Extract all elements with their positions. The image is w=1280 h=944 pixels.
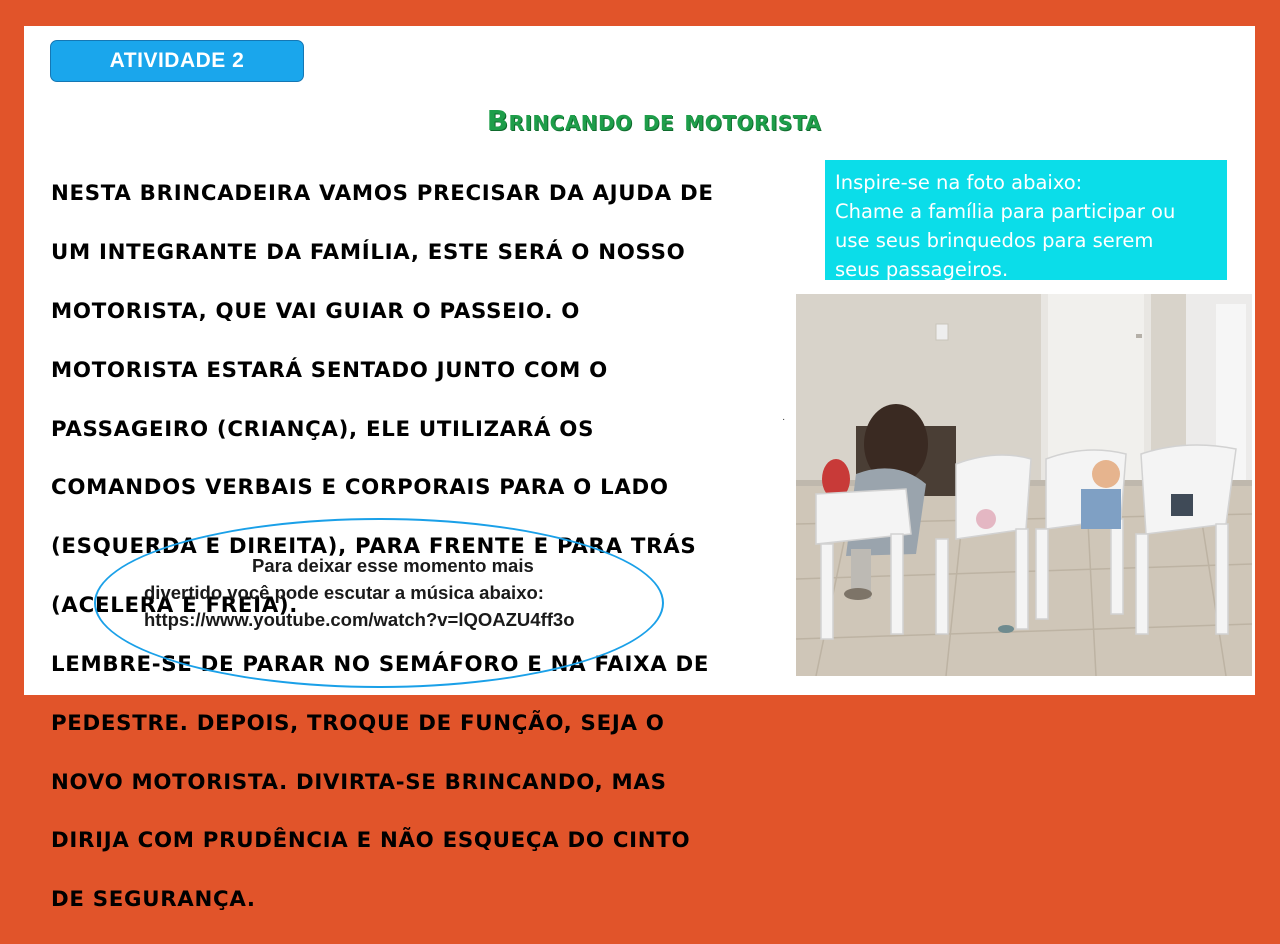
example-photo <box>796 294 1252 676</box>
instructions-line: MOTORISTA, QUE VAI GUIAR O PASSEIO. O <box>51 299 581 325</box>
inspire-line: Chame a família para participar ou <box>835 200 1176 223</box>
instructions-line: MOTORISTA ESTARÁ SENTADO JUNTO COM O <box>51 357 608 383</box>
slide <box>24 26 1255 913</box>
inspire-line: seus passageiros. <box>835 258 1009 281</box>
inspire-line: use seus brinquedos para serem <box>835 229 1154 252</box>
instructions-line: NESTA BRINCADEIRA VAMOS PRECISAR DA AJUDA DE <box>51 181 714 207</box>
stray-dot: · <box>782 414 786 425</box>
instructions-line: (ESQUERDA E DIREITA), PARA FRENTE E PARA TRÁS <box>51 534 697 560</box>
music-callout-text <box>144 552 664 633</box>
music-line-1: Para deixar esse momento mais <box>252 555 534 576</box>
music-line-2: divertido você pode escutar a música abaixo: <box>144 582 544 603</box>
photo-illustration <box>796 294 1252 676</box>
instructions-line: DE SEGURANÇA. <box>51 887 256 913</box>
instructions-line: UM INTEGRANTE DA FAMÍLIA, ESTE SERÁ O NOSSO <box>51 240 686 266</box>
instructions-line: PASSAGEIRO (CRIANÇA), ELE UTILIZARÁ OS <box>51 416 595 442</box>
instructions-line: COMANDOS VERBAIS E CORPORAIS PARA O LADO <box>51 475 669 501</box>
instructions-line: (ACELERA E FREIA). <box>51 593 299 619</box>
inspire-box <box>825 160 1227 280</box>
instructions-line: PEDESTRE. DEPOIS, TROQUE DE FUNÇÃO, SEJA O <box>51 710 665 736</box>
inspire-line: Inspire-se na foto abaixo: <box>835 171 1083 194</box>
instructions-line: NOVO MOTORISTA. DIVIRTA-SE BRINCANDO, MAS <box>51 769 667 795</box>
music-url: https://www.youtube.com/watch?v=lQOAZU4ff3o <box>144 609 575 630</box>
instructions-line: LEMBRE-SE DE PARAR NO SEMÁFORO E NA FAIXA DE <box>51 651 710 677</box>
instructions-line: DIRIJA COM PRUDÊNCIA E NÃO ESQUEÇA DO CINTO <box>51 828 691 854</box>
page-title: Brincando de motorista <box>486 104 822 137</box>
activity-badge: ATIVIDADE 2 <box>50 40 304 82</box>
